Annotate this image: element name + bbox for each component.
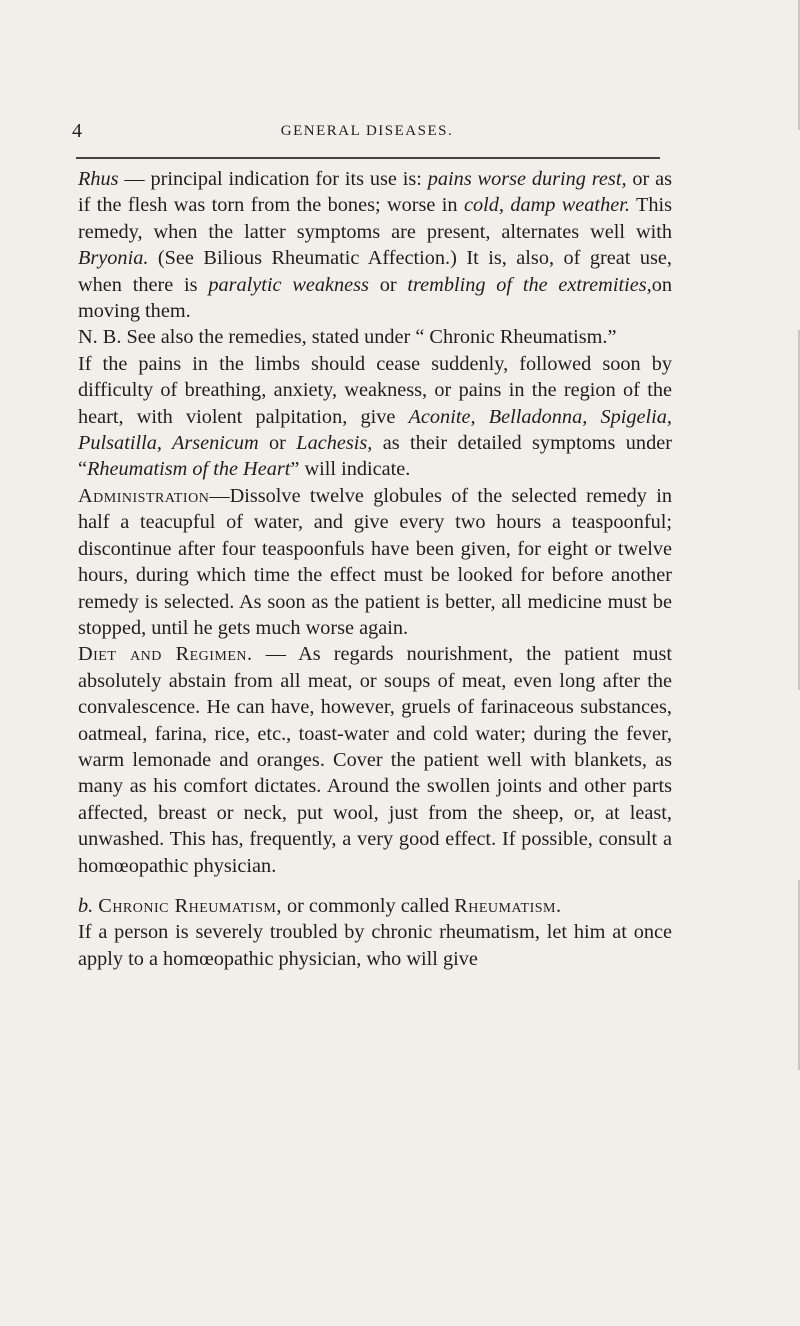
- section-heading: Chronic Rheumatism,: [98, 894, 282, 917]
- emphasis: Rheumatism of the Heart: [87, 458, 291, 481]
- emphasis: pains worse during rest,: [427, 168, 627, 190]
- text-run: —Dissolve twelve globules of the selected remedy in half a teacupful of water, and give every two hours a teaspoonful; discontinue after four teaspoonfuls have been given, for eight or twelve hours, during which time the effect must be looked for before another remedy is selected. As soon as the patient is better, all medicine must be stopped, until he gets much worse again.: [78, 484, 672, 639]
- text-run: or commonly called: [281, 894, 455, 917]
- text-run: — As regards nourishment, the patient must absolutely abstain from all meat, or soups of meat, even long after the convalescence. He can have, however, gruels of farinaceous substances, oatmeal, farina, rice, etc., toast-water and cold water; during the fever, warm lemonade and oranges. Cover the patient well with blankets, as many as his comfort dictates. Around the swollen joints and other parts affected, breast or neck, put wool, just from the sheep, or, at least, unwashed. This has, frequently, a very good effect. If possible, consult a homœopathic physician.: [78, 643, 672, 877]
- section-heading: Diet and Regimen.: [78, 643, 253, 666]
- text-run: on moving them.: [78, 273, 672, 323]
- section-heading: Rheumatism.: [454, 894, 562, 917]
- page-number: 4: [72, 120, 82, 142]
- paragraph-rhus: [78, 166, 672, 324]
- text-run: This remedy, when the latter symptoms are present, alternates well with: [78, 194, 673, 243]
- section-heading: Administration: [78, 484, 210, 507]
- paragraph-administration: [78, 483, 672, 641]
- emphasis: Bryonia.: [78, 247, 149, 270]
- paragraph-diet: [78, 641, 672, 879]
- paragraph-chronic-heading: [78, 893, 672, 919]
- text-run: or: [258, 432, 297, 455]
- header-rule: [76, 157, 660, 159]
- emphasis: Lachesis,: [296, 432, 373, 455]
- text-run: as their detailed symptoms under “: [78, 432, 672, 481]
- text-run: — principal indication for its use is:: [118, 168, 428, 190]
- text-run: If the pains in the limbs should cease suddenly, followed soon by difficulty of breathing, anxiety, weakness, or pains in the region of the heart, with violent palpitation, give: [78, 352, 672, 428]
- text-run: or: [368, 273, 408, 296]
- page-header: [72, 118, 662, 144]
- emphasis: trembling of the extremities,: [407, 273, 652, 296]
- text-run: ” will indicate.: [290, 458, 411, 481]
- body-text: [78, 166, 672, 972]
- remedy-name: Rhus: [78, 168, 119, 190]
- running-title: GENERAL DISEASES.: [280, 123, 454, 139]
- text-run: (See Bilious Rheumatic Affection.) It is, also, of great use, when there is: [78, 247, 672, 296]
- emphasis: Aconite, Belladonna, Spigelia, Pulsatilla, Arsenicum: [78, 405, 672, 455]
- paragraph-heart: [78, 351, 672, 483]
- paragraph-last: If a person is severely troubled by chronic rheumatism, let him at once apply to a homœopathic physician, who will give: [78, 921, 672, 970]
- emphasis: cold, damp weather.: [463, 194, 630, 217]
- text-run: or as if the flesh was torn from the bones; worse in: [78, 168, 672, 217]
- section-label: b.: [78, 894, 94, 917]
- emphasis: paralytic weakness: [208, 273, 369, 296]
- paragraph-nb: N. B. See also the remedies, stated under “ Chronic Rheumatism.”: [78, 326, 617, 349]
